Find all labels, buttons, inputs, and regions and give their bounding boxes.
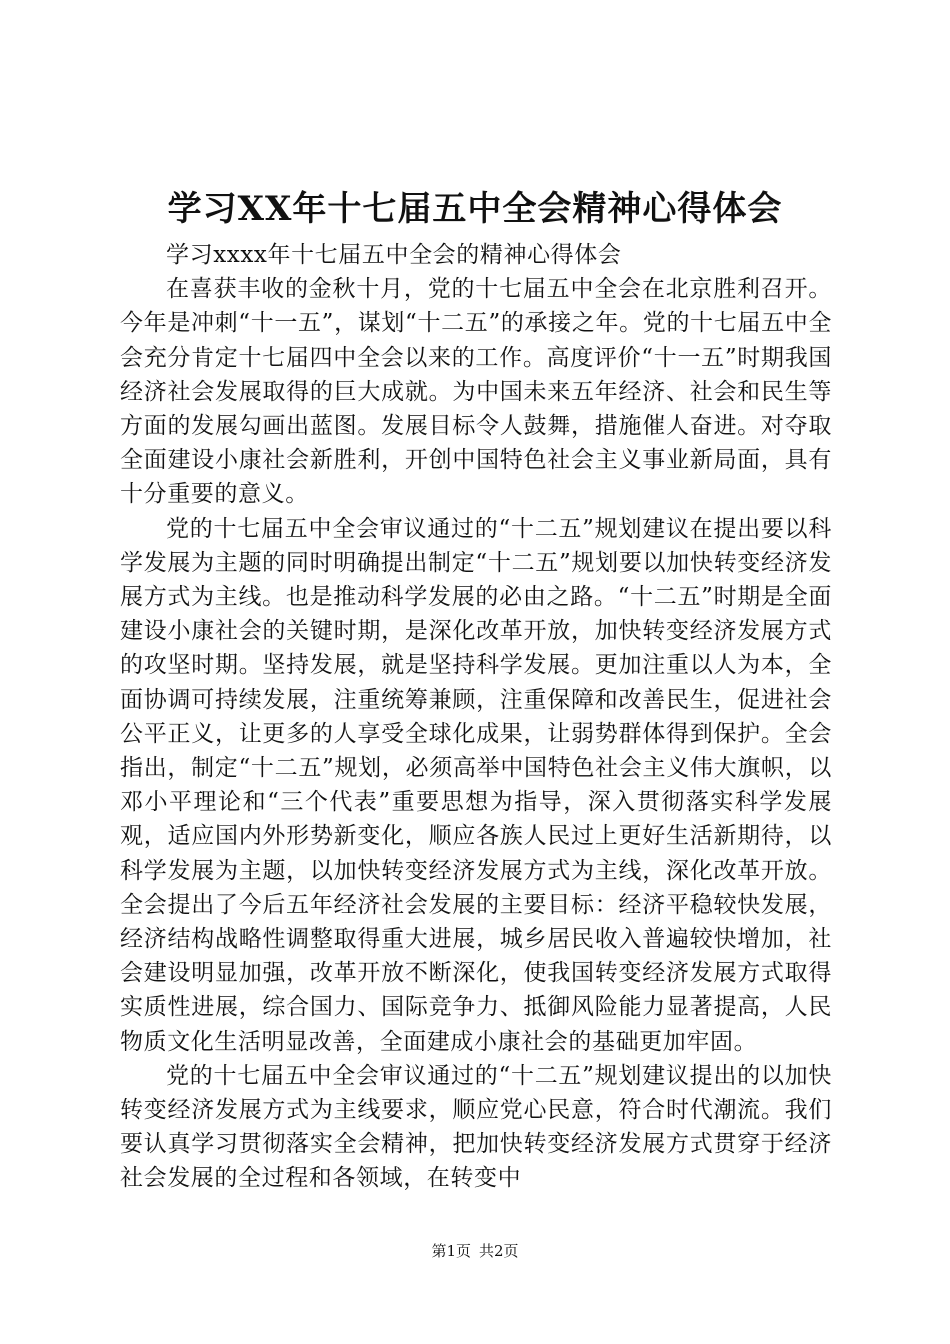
subtitle-paragraph: 学习xxxx年十七届五中全会的精神心得体会 [166,242,622,268]
body-paragraph-3: 党的十七届五中全会审议通过的“十二五”规划建议提出的以加快转变经济发展方式为主线要求，顺应党心民意，符合时代潮流。我们要认真学习贯彻落实全会精神，把加快转变经济发展方式贯穿于经济社会发展的全过程和各领域，在转变中 [120,1062,832,1192]
body-paragraph-2: 党的十七届五中全会审议通过的“十二五”规划建议在提出要以科学发展为主题的同时明确提出制定“十二五”规划要以加快转变经济发展方式为主线。也是推动科学发展的必由之路。“十二五”时期是全面建设小康社会的关键时期，是深化改革开放，加快转变经济发展方式的攻坚时期。坚持发展，就是坚持科学发展。更加注重以人为本，全面协调可持续发展，注重统筹兼顾，注重保障和改善民生，促进社会公平正义，让更多的人享受全球化成果，让弱势群体得到保护。全会指出，制定“十二五”规划，必须高举中国特色社会主义伟大旗帜，以邓小平理论和“三个代表”重要思想为指导，深入贯彻落实科学发展观，适应国内外形势新变化，顺应各族人民过上更好生活新期待，以科学发展为主题，以加快转变经济发展方式为主线，深化改革开放。全会提出了今后五年经济社会发展的主要目标：经济平稳较快发展，经济结构战略性调整取得重大进展，城乡居民收入普遍较快增加，社会建设明显加强，改革开放不断深化，使我国转变经济发展方式取得实质性进展，综合国力、国际竞争力、抵御风险能力显著提高，人民物质文化生活明显改善，全面建成小康社会的基础更加牢固。 [120,515,832,1055]
document-title: 学习XX年十七届五中全会精神心得体会 [167,189,783,229]
document-body [120,238,832,1196]
page-total: 共2页 [479,1242,519,1260]
page-footer [0,1241,950,1261]
page-number: 第1页 [431,1242,471,1260]
body-paragraph-1: 在喜获丰收的金秋十月，党的十七届五中全会在北京胜利召开。今年是冲刺“十一五”，谋划“十二五”的承接之年。党的十七届五中全会充分肯定十七届四中全会以来的工作。高度评价“十一五”时期我国经济社会发展取得的巨大成就。为中国未来五年经济、社会和民生等方面的发展勾画出蓝图。发展目标令人鼓舞，措施催人奋进。对夺取全面建设小康社会新胜利，开创中国特色社会主义事业新局面，具有十分重要的意义。 [120,276,832,508]
